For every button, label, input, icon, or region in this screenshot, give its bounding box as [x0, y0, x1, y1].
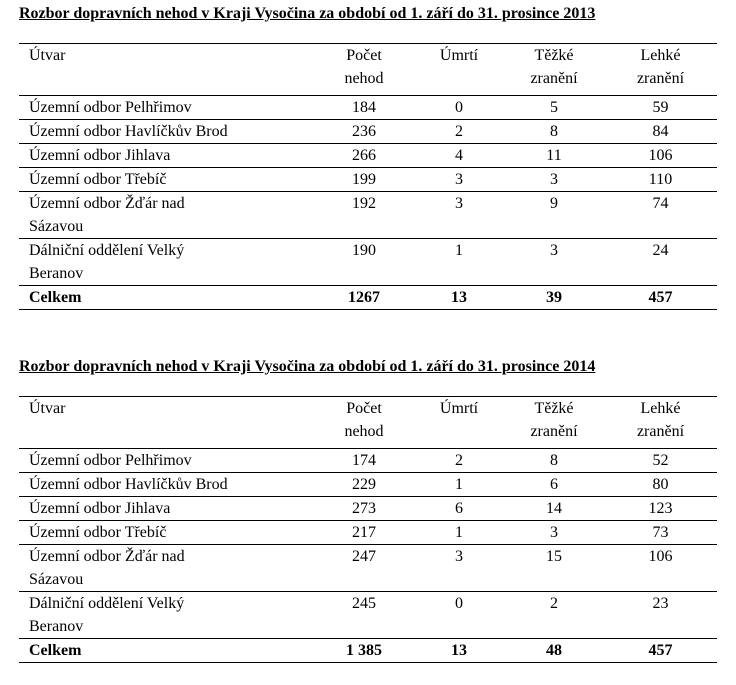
unit-name: Územní odbor Jihlava: [19, 497, 314, 521]
accidents-count: 217: [314, 521, 414, 545]
total-label: Celkem: [19, 286, 314, 310]
column-header-deaths: Úmrtí: [414, 397, 504, 449]
table-row: [19, 120, 717, 144]
deaths-count: 1: [414, 239, 504, 286]
column-header-accidents: Počet nehod: [314, 397, 414, 449]
unit-name: Územní odbor Žďár nad Sázavou: [19, 545, 314, 592]
column-header-deaths: Úmrtí: [414, 44, 504, 96]
serious-injuries-count: 2: [504, 592, 604, 639]
serious-injuries-count: 6: [504, 473, 604, 497]
accident-table: [19, 396, 717, 663]
accidents-count: 245: [314, 592, 414, 639]
serious-injuries-count: 15: [504, 545, 604, 592]
table-row: [19, 192, 717, 239]
serious-injuries-count: 14: [504, 497, 604, 521]
total-deaths: 13: [414, 639, 504, 663]
deaths-count: 3: [414, 192, 504, 239]
column-header-light-injuries: Lehké zranění: [604, 44, 717, 96]
accidents-count: 229: [314, 473, 414, 497]
light-injuries-count: 106: [604, 545, 717, 592]
unit-name: Dálniční oddělení Velký Beranov: [19, 239, 314, 286]
table-row: [19, 239, 717, 286]
table-row: [19, 545, 717, 592]
serious-injuries-count: 3: [504, 521, 604, 545]
column-header-unit: Útvar: [19, 397, 314, 449]
total-row: [19, 286, 717, 310]
deaths-count: 1: [414, 521, 504, 545]
report-2013: [19, 4, 717, 310]
unit-name: Územní odbor Třebíč: [19, 168, 314, 192]
light-injuries-count: 123: [604, 497, 717, 521]
report-title: Rozbor dopravních nehod v Kraji Vysočina za období od 1. září do 31. prosince 2014: [19, 358, 596, 375]
unit-name: Územní odbor Havlíčkův Brod: [19, 473, 314, 497]
table-row: [19, 473, 717, 497]
deaths-count: 3: [414, 545, 504, 592]
accidents-count: 273: [314, 497, 414, 521]
report-2014: [19, 357, 717, 663]
column-header-serious-injuries: Těžké zranění: [504, 397, 604, 449]
unit-name: Územní odbor Žďár nad Sázavou: [19, 192, 314, 239]
unit-name: Územní odbor Třebíč: [19, 521, 314, 545]
light-injuries-count: 106: [604, 144, 717, 168]
total-label: Celkem: [19, 639, 314, 663]
accidents-count: 247: [314, 545, 414, 592]
serious-injuries-count: 9: [504, 192, 604, 239]
table-row: [19, 592, 717, 639]
serious-injuries-count: 3: [504, 239, 604, 286]
serious-injuries-count: 8: [504, 449, 604, 473]
accidents-count: 192: [314, 192, 414, 239]
unit-name: Územní odbor Pelhřimov: [19, 449, 314, 473]
serious-injuries-count: 8: [504, 120, 604, 144]
light-injuries-count: 110: [604, 168, 717, 192]
table-row: [19, 144, 717, 168]
unit-name: Územní odbor Havlíčkův Brod: [19, 120, 314, 144]
deaths-count: 4: [414, 144, 504, 168]
accidents-count: 190: [314, 239, 414, 286]
table-row: [19, 449, 717, 473]
table-header-row: [19, 44, 717, 96]
light-injuries-count: 23: [604, 592, 717, 639]
total-light-injuries: 457: [604, 639, 717, 663]
total-light-injuries: 457: [604, 286, 717, 310]
column-header-unit: Útvar: [19, 44, 314, 96]
column-header-light-injuries: Lehké zranění: [604, 397, 717, 449]
deaths-count: 2: [414, 120, 504, 144]
total-serious-injuries: 39: [504, 286, 604, 310]
serious-injuries-count: 3: [504, 168, 604, 192]
total-serious-injuries: 48: [504, 639, 604, 663]
unit-name: Územní odbor Pelhřimov: [19, 96, 314, 120]
accident-table: [19, 43, 717, 310]
table-row: [19, 168, 717, 192]
light-injuries-count: 73: [604, 521, 717, 545]
accidents-count: 266: [314, 144, 414, 168]
deaths-count: 1: [414, 473, 504, 497]
light-injuries-count: 84: [604, 120, 717, 144]
light-injuries-count: 59: [604, 96, 717, 120]
table-row: [19, 497, 717, 521]
light-injuries-count: 24: [604, 239, 717, 286]
accident-table-body: [19, 397, 717, 663]
accidents-count: 236: [314, 120, 414, 144]
deaths-count: 0: [414, 592, 504, 639]
accidents-count: 174: [314, 449, 414, 473]
light-injuries-count: 74: [604, 192, 717, 239]
deaths-count: 2: [414, 449, 504, 473]
total-deaths: 13: [414, 286, 504, 310]
light-injuries-count: 80: [604, 473, 717, 497]
serious-injuries-count: 11: [504, 144, 604, 168]
table-row: [19, 521, 717, 545]
report-title: Rozbor dopravních nehod v Kraji Vysočina za období od 1. září do 31. prosince 2013: [19, 5, 596, 22]
serious-injuries-count: 5: [504, 96, 604, 120]
deaths-count: 0: [414, 96, 504, 120]
unit-name: Dálniční oddělení Velký Beranov: [19, 592, 314, 639]
total-accidents: 1267: [314, 286, 414, 310]
unit-name: Územní odbor Jihlava: [19, 144, 314, 168]
total-row: [19, 639, 717, 663]
accidents-count: 199: [314, 168, 414, 192]
column-header-serious-injuries: Těžké zranění: [504, 44, 604, 96]
column-header-accidents: Počet nehod: [314, 44, 414, 96]
deaths-count: 3: [414, 168, 504, 192]
light-injuries-count: 52: [604, 449, 717, 473]
table-row: [19, 96, 717, 120]
deaths-count: 6: [414, 497, 504, 521]
table-header-row: [19, 397, 717, 449]
total-accidents: 1 385: [314, 639, 414, 663]
accidents-count: 184: [314, 96, 414, 120]
accident-table-body: [19, 44, 717, 310]
